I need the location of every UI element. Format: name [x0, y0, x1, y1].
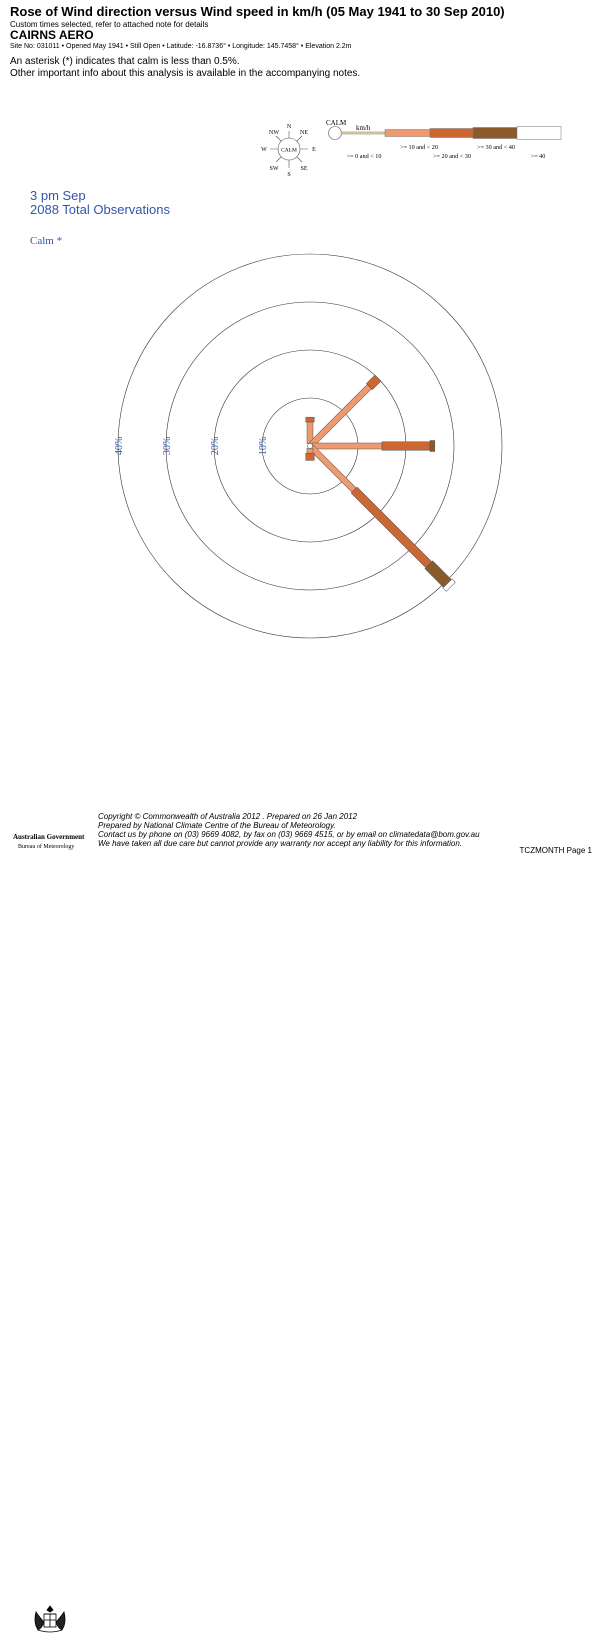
coat-of-arms-icon: [10, 1602, 90, 1652]
compass-center-label: CALM: [281, 147, 297, 154]
compass-legend: [261, 124, 316, 178]
arm-s-segment-1: [307, 448, 313, 453]
bureau-name: Bureau of Meteorology: [18, 844, 75, 850]
legend-label-3: >= 30 and < 40: [477, 144, 515, 151]
speed-legend: [326, 119, 561, 160]
wind-rose-chart: [0, 0, 600, 800]
arm-ne: [307, 375, 381, 449]
compass-ne-label: NE: [300, 130, 308, 136]
compass-s-label: S: [287, 172, 291, 178]
site-info: Site No: 031011 • Opened May 1941 • Still Open • Latitude: -16.8736° • Longitude: 145.7458° • Elevation 2.2m: [10, 43, 352, 50]
footer-prepared-by: Prepared by National Climate Centre of the Bureau of Meteorology.: [98, 821, 336, 830]
footer-contact: Contact us by phone on (03) 9669 4082, by fax on (03) 9669 4515, or by email on climatedata@bom.gov.au: [98, 830, 480, 839]
legend-label-0: >= 0 and < 10: [346, 153, 382, 160]
compass-se-label: SE: [300, 166, 308, 172]
compass-nw-label: NW: [269, 130, 279, 136]
legend-bar-1: [385, 130, 430, 137]
footer-copyright: Copyright © Commonwealth of Australia 2012 . Prepared on 26 Jan 2012: [98, 812, 358, 821]
legend-bar-2: [430, 129, 473, 138]
calm-value: Calm *: [30, 235, 63, 247]
arm-se: [305, 441, 455, 591]
legend-bar-3: [473, 128, 517, 139]
footer: [0, 800, 600, 857]
ring-label-40: 40%: [114, 436, 125, 456]
legend-bar-4: [517, 127, 561, 140]
analysis-period: 3 pm Sep: [30, 188, 86, 203]
arm-ne-segment-1: [310, 384, 372, 446]
ring-label-30: 30%: [162, 436, 173, 456]
total-observations: 2088 Total Observations: [30, 202, 170, 217]
legend-calm-circle: [329, 127, 342, 140]
ring-label-20: 20%: [210, 436, 221, 456]
legend-label-4: >= 40: [530, 153, 546, 160]
page-label: TCZMONTH Page 1: [519, 846, 592, 855]
arm-e: [310, 441, 435, 452]
arm-e-segment-1: [312, 443, 382, 449]
rose-arms: [305, 375, 455, 591]
arm-s-segment-2: [306, 453, 315, 460]
legend-label-1: >= 10 and < 20: [400, 144, 438, 151]
arm-se-segment-2: [351, 487, 432, 568]
station-name: CAIRNS AERO: [10, 28, 94, 42]
chart-title: Rose of Wind direction versus Wind speed in km/h (05 May 1941 to 30 Sep 2010): [10, 4, 505, 19]
legend-calm-label: CALM: [326, 119, 347, 127]
legend-bar-0: [341, 132, 385, 134]
rose-center: [308, 444, 313, 449]
arm-se-segment-1: [310, 446, 357, 493]
arm-e-segment-3: [430, 441, 435, 452]
ring-labels: [114, 437, 269, 455]
compass-e-label: E: [312, 147, 316, 153]
ring-label-10: 10%: [258, 436, 269, 456]
legend-unit: km/h: [356, 124, 371, 132]
compass-w-label: W: [261, 147, 267, 153]
note-asterisk: An asterisk (*) indicates that calm is less than 0.5%.: [10, 56, 240, 67]
note-info: Other important info about this analysis is available in the accompanying notes.: [10, 68, 361, 79]
arm-n-segment-2: [306, 417, 315, 422]
compass-n-label: N: [286, 124, 292, 130]
arm-e-segment-2: [382, 442, 430, 451]
chart-subtitle: Custom times selected, refer to attached note for details: [10, 20, 209, 29]
footer-disclaimer: We have taken all due care but cannot provide any warranty nor accept any liability for this information.: [98, 839, 463, 848]
compass-sw-label: SW: [269, 166, 279, 172]
gov-name: Australian Government: [13, 833, 85, 841]
legend-label-2: >= 20 and < 30: [433, 153, 471, 160]
